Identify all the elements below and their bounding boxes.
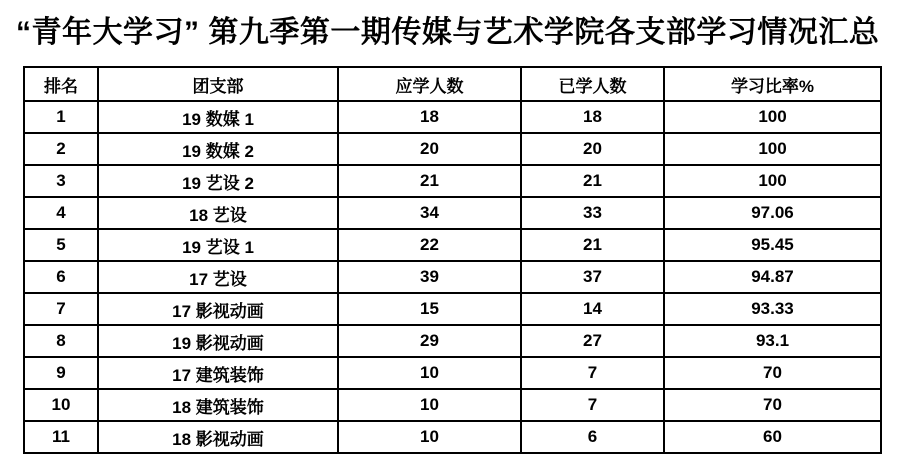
table-cell: 94.87	[664, 261, 881, 293]
table-cell: 100	[664, 133, 881, 165]
table-cell: 17 艺设	[98, 261, 338, 293]
table-cell: 18 影视动画	[98, 421, 338, 453]
page-title: “青年大学习” 第九季第一期传媒与艺术学院各支部学习情况汇总	[16, 16, 880, 49]
table-cell: 5	[24, 229, 98, 261]
table-cell: 10	[24, 389, 98, 421]
table-cell: 21	[521, 165, 664, 197]
table-cell: 18	[338, 101, 521, 133]
column-header: 已学人数	[521, 67, 664, 101]
table-cell: 7	[521, 357, 664, 389]
table-cell: 11	[24, 421, 98, 453]
column-header: 排名	[24, 67, 98, 101]
table-cell: 20	[521, 133, 664, 165]
table-row	[24, 229, 881, 261]
table-cell: 70	[664, 389, 881, 421]
table-cell: 22	[338, 229, 521, 261]
table-cell: 17 影视动画	[98, 293, 338, 325]
table-cell: 18 建筑装饰	[98, 389, 338, 421]
table-cell: 10	[338, 357, 521, 389]
table-cell: 19 数媒 2	[98, 133, 338, 165]
table-cell: 7	[521, 389, 664, 421]
table-cell: 14	[521, 293, 664, 325]
table-row	[24, 197, 881, 229]
table-header	[24, 67, 881, 101]
table-cell: 15	[338, 293, 521, 325]
table-cell: 6	[24, 261, 98, 293]
table-body	[24, 101, 881, 453]
table-cell: 4	[24, 197, 98, 229]
table-row	[24, 165, 881, 197]
table-cell: 29	[338, 325, 521, 357]
table-cell: 100	[664, 165, 881, 197]
table-cell: 34	[338, 197, 521, 229]
table-cell: 3	[24, 165, 98, 197]
table-cell: 37	[521, 261, 664, 293]
table-cell: 2	[24, 133, 98, 165]
table-row	[24, 133, 881, 165]
table-cell: 21	[338, 165, 521, 197]
table-cell: 97.06	[664, 197, 881, 229]
table-cell: 95.45	[664, 229, 881, 261]
summary-table	[23, 66, 882, 454]
table-row	[24, 421, 881, 453]
table-cell: 27	[521, 325, 664, 357]
table-cell: 19 影视动画	[98, 325, 338, 357]
table-cell: 6	[521, 421, 664, 453]
table-cell: 70	[664, 357, 881, 389]
table-cell: 17 建筑装饰	[98, 357, 338, 389]
table-cell: 7	[24, 293, 98, 325]
table-cell: 21	[521, 229, 664, 261]
table-cell: 18	[521, 101, 664, 133]
table-row	[24, 389, 881, 421]
table-cell: 19 数媒 1	[98, 101, 338, 133]
table-cell: 9	[24, 357, 98, 389]
table-row	[24, 261, 881, 293]
table-cell: 19 艺设 1	[98, 229, 338, 261]
table-cell: 33	[521, 197, 664, 229]
table-cell: 10	[338, 421, 521, 453]
table-header-row	[24, 67, 881, 101]
table-cell: 8	[24, 325, 98, 357]
table-row	[24, 357, 881, 389]
table-row	[24, 293, 881, 325]
table-row	[24, 325, 881, 357]
table-cell: 18 艺设	[98, 197, 338, 229]
column-header: 学习比率%	[664, 67, 881, 101]
table-cell: 19 艺设 2	[98, 165, 338, 197]
column-header: 应学人数	[338, 67, 521, 101]
table-cell: 93.33	[664, 293, 881, 325]
table-cell: 10	[338, 389, 521, 421]
table-cell: 1	[24, 101, 98, 133]
table-row	[24, 101, 881, 133]
table-cell: 60	[664, 421, 881, 453]
table-cell: 20	[338, 133, 521, 165]
table-cell: 93.1	[664, 325, 881, 357]
table-cell: 39	[338, 261, 521, 293]
column-header: 团支部	[98, 67, 338, 101]
table-cell: 100	[664, 101, 881, 133]
